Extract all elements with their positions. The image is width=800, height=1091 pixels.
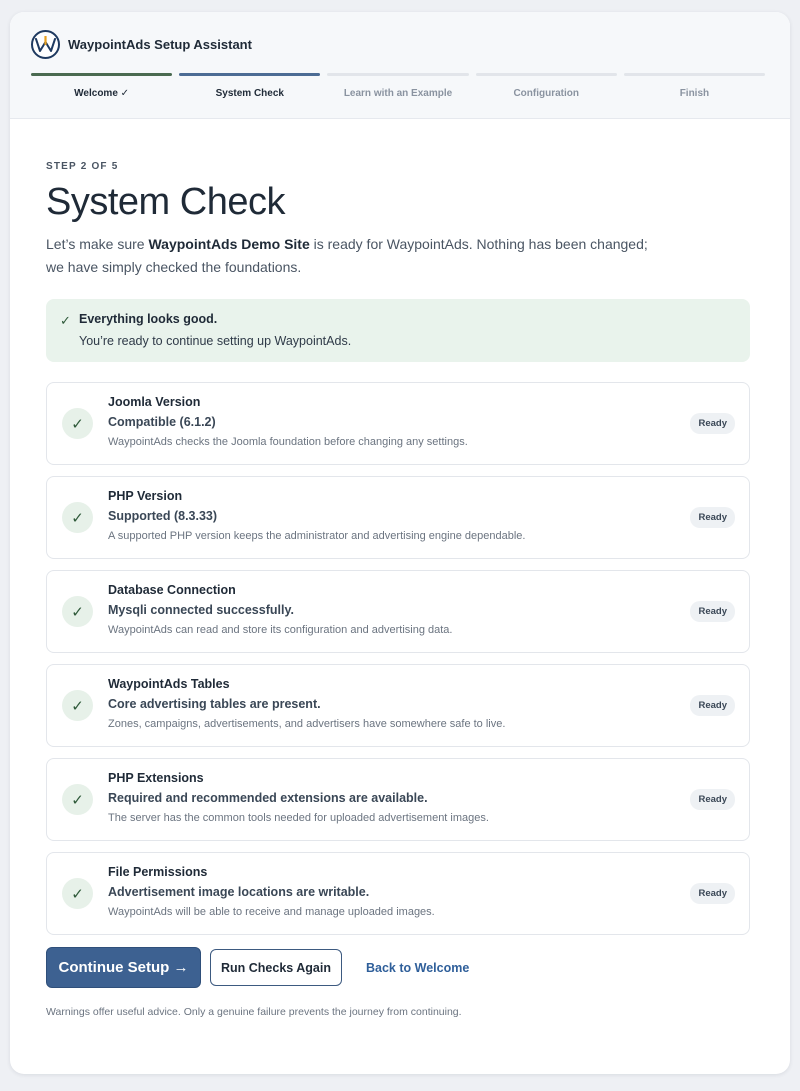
step-label: System Check <box>215 88 284 99</box>
check-title: Database Connection <box>108 583 236 597</box>
check-status: Supported (8.3.33) <box>108 509 218 523</box>
step-label: Finish <box>679 88 710 99</box>
checkmark-icon: ✓ <box>60 313 71 328</box>
step-system-check[interactable] <box>179 73 320 99</box>
check-description: The server has the common tools needed for uploaded advertisement images. <box>108 812 489 824</box>
step-counter: STEP 2 OF 5 <box>46 161 119 172</box>
check-body <box>108 771 489 824</box>
footnote: Warnings offer useful advice. Only a genuine failure prevents the journey from continuing. <box>46 1006 462 1018</box>
check-description: WaypointAds will be able to receive and manage uploaded images. <box>108 906 435 918</box>
step-progress-bar <box>31 73 172 76</box>
check-body <box>108 677 505 730</box>
waypointads-logo-icon <box>31 30 60 59</box>
status-badge: Ready <box>690 601 735 622</box>
status-badge: Ready <box>690 695 735 716</box>
checkmark-icon: ✓ <box>62 502 93 533</box>
check-description: WaypointAds checks the Joomla foundation before changing any settings. <box>108 436 468 448</box>
step-label: Learn with an Example <box>343 88 453 99</box>
main-content <box>46 130 750 1018</box>
checkmark-icon: ✓ <box>62 596 93 627</box>
check-waypointads-tables <box>46 664 750 747</box>
check-title: Joomla Version <box>108 395 201 409</box>
step-progress-bar <box>476 73 617 76</box>
checkmark-icon: ✓ <box>62 784 93 815</box>
check-title: WaypointAds Tables <box>108 677 230 691</box>
step-progress-bar <box>624 73 765 76</box>
step-progress-bar <box>327 73 468 76</box>
check-body <box>108 489 525 542</box>
step-label: Welcome ✓ <box>74 88 130 99</box>
check-title: PHP Extensions <box>108 771 204 785</box>
check-status: Mysqli connected successfully. <box>108 603 294 617</box>
app-title: WaypointAds Setup Assistant <box>68 37 252 52</box>
logo-w-mark-icon <box>35 36 56 54</box>
check-status: Core advertising tables are present. <box>108 697 321 711</box>
checkmark-icon: ✓ <box>62 878 93 909</box>
status-badge: Ready <box>690 413 735 434</box>
check-description: WaypointAds can read and store its configuration and advertising data. <box>108 624 453 636</box>
status-badge: Ready <box>690 507 735 528</box>
check-php-version <box>46 476 750 559</box>
intro-before: Let’s make sure <box>46 236 149 252</box>
alert-body <box>79 312 351 348</box>
step-label: Configuration <box>513 88 579 99</box>
check-status: Compatible (6.1.2) <box>108 415 216 429</box>
check-file-permissions <box>46 852 750 935</box>
step-finish <box>624 73 765 99</box>
checkmark-icon: ✓ <box>62 408 93 439</box>
run-checks-again-button[interactable]: Run Checks Again <box>210 949 342 986</box>
check-php-extensions <box>46 758 750 841</box>
check-title: PHP Version <box>108 489 183 503</box>
check-joomla-version <box>46 382 750 465</box>
check-list <box>46 382 750 935</box>
status-badge: Ready <box>690 883 735 904</box>
progress-steps <box>31 73 765 99</box>
checkmark-icon: ✓ <box>62 690 93 721</box>
brand <box>31 30 252 59</box>
check-description: Zones, campaigns, advertisements, and advertisers have somewhere safe to live. <box>108 718 506 730</box>
check-body <box>108 395 468 448</box>
check-body <box>108 583 452 636</box>
intro-after: is ready for WaypointAds. Nothing has been changed; we have simply checked the foundations. <box>46 236 648 275</box>
alert-text: You’re ready to continue setting up WaypointAds. <box>79 334 352 348</box>
check-status: Advertisement image locations are writable. <box>108 885 370 899</box>
success-alert <box>46 299 750 362</box>
check-description: A supported PHP version keeps the administrator and advertising engine dependable. <box>108 530 526 542</box>
setup-header <box>10 12 790 119</box>
check-body <box>108 865 435 918</box>
step-configuration <box>476 73 617 99</box>
site-name: WaypointAds Demo Site <box>148 236 310 252</box>
step-welcome[interactable] <box>31 73 172 99</box>
step-learn-example <box>327 73 468 99</box>
action-bar <box>46 947 750 988</box>
back-to-welcome-link[interactable]: Back to Welcome <box>366 960 470 975</box>
setup-card <box>10 12 790 1074</box>
check-database-connection <box>46 570 750 653</box>
check-status: Required and recommended extensions are available. <box>108 791 428 805</box>
page-title: System Check <box>46 181 285 223</box>
continue-setup-button[interactable]: Continue Setup → <box>46 947 201 988</box>
intro-text <box>46 233 656 279</box>
step-progress-bar <box>179 73 320 76</box>
check-title: File Permissions <box>108 865 208 879</box>
alert-title: Everything looks good. <box>79 312 218 326</box>
status-badge: Ready <box>690 789 735 810</box>
